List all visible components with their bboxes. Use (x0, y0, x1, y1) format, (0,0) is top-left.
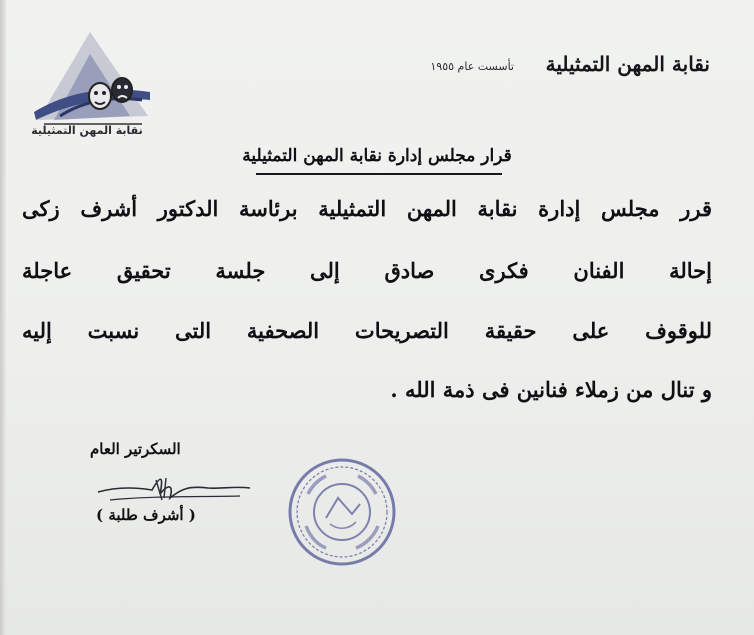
signatory-name: ( أشرف طلبة ) (96, 506, 196, 524)
founded-date: تأسست عام ١٩٥٥ (430, 60, 514, 73)
signatory-title: السكرتير العام (90, 440, 181, 458)
organization-name: نقابة المهن التمثيلية (545, 52, 710, 76)
body-line-3: للوقوف على حقيقة التصريحات الصحفية التى نسبت إليه (22, 318, 712, 343)
logo-caption: نقابة المهن التمثيلية (31, 124, 143, 137)
document-title: قرار مجلس إدارة نقابة المهن التمثيلية (242, 146, 512, 166)
body-line-1: قرر مجلس إدارة نقابة المهن التمثيلية برئاسة الدكتور أشرف زكى (22, 196, 712, 221)
handwritten-signature (90, 470, 260, 510)
body-line-2: إحالة الفنان فكرى صادق إلى جلسة تحقيق عاجلة (22, 258, 712, 283)
official-stamp (286, 456, 398, 568)
title-underline (256, 173, 502, 175)
paper-edge (0, 0, 6, 635)
body-line-4: و تنال من زملاء فنانين فى ذمة الله . (390, 377, 712, 402)
